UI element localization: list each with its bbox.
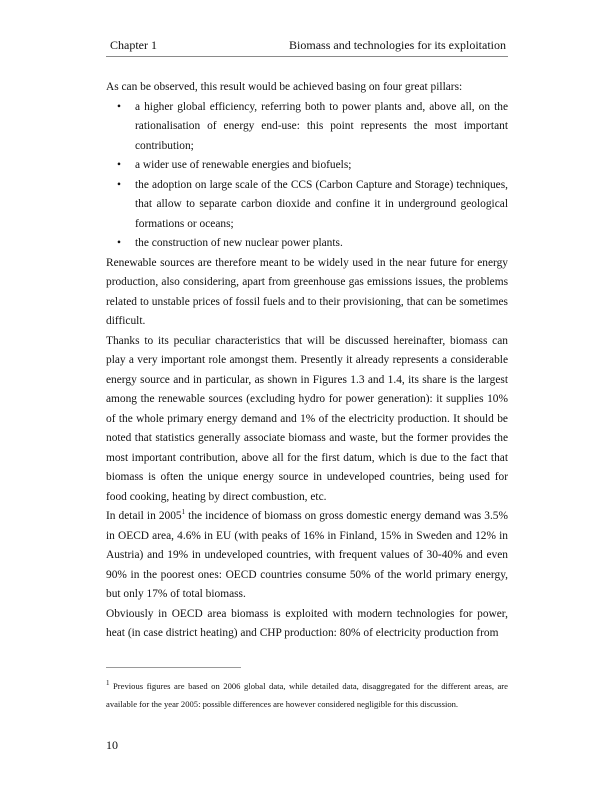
pillars-list [106,98,508,254]
bullet-icon: • [117,237,121,249]
running-header [106,38,508,54]
paragraph-text: the incidence of biomass on gross domestic energy demand was 3.5% in OECD area, 4.6% in EU (with peaks of 16% in Finland, 15% in Sweden and 12% in Austria) and 19% in undeveloped countries, with frequent values of 30-40% and even 90% in the poorest ones: OECD countries consume 50% of the world primary energy, but only 17% of total biomass. [106,510,508,600]
list-item-text: a higher global efficiency, referring both to power plants and, above all, on the rationalisation of energy end-use: this point represents the most important contribution; [135,100,508,152]
paragraph-oecd: Obviously in OECD area biomass is exploited with modern technologies for power, heat (in case district heating) and CHP production: 80% of electricity production from [106,607,508,639]
body-text [106,78,508,644]
list-item-text: a wider use of renewable energies and biofuels; [135,159,352,171]
footnote [106,677,508,713]
list-item [106,156,508,176]
paragraph-detail-2005 [106,507,508,605]
footnote-marker: 1 [106,679,110,688]
footnote-reference[interactable]: 1 [181,508,186,517]
list-item-text: the adoption on large scale of the CCS (Carbon Capture and Storage) techniques, that allow to separate carbon dioxide and confine it in underground geological formations or oceans; [135,178,508,230]
list-item [106,234,508,254]
paragraph-biomass-role: Thanks to its peculiar characteristics that will be discussed hereinafter, biomass can play a very important role amongst them. Presently it already represents a considerable energy source and in particular, as shown in Figures 1.3 and 1.4, its share is the largest among the renewable sources (excluding hydro for power generation): it supplies 10% of the whole primary energy demand and 1% of the electricity production. It should be noted that statistics generally associate biomass and waste, but the former provides the most important contribution, above all for the first datum, which is due to the fact that biomass is often the unique energy source in undeveloped countries, being used for food cooking, heating by direct combustion, etc. [106,334,508,503]
bullet-icon: • [117,100,121,113]
intro-paragraph: As can be observed, this result would be achieved basing on four great pillars: [106,81,463,93]
bullet-icon: • [117,178,121,191]
footnote-text: Previous figures are based on 2006 global data, while detailed data, disaggregated for the different areas, are available for the year 2005: possible differences are however considered negligible for this discussion. [106,681,508,709]
list-item-text: the construction of new nuclear power plants. [135,237,343,249]
paragraph-text: In detail in 2005 [106,510,182,522]
footnote-divider [106,667,241,668]
header-divider [106,56,508,57]
page-number: 10 [106,738,118,752]
chapter-label: Chapter 1 [110,38,157,52]
list-item [106,176,508,235]
list-item [106,98,508,157]
paragraph-renewables: Renewable sources are therefore meant to be widely used in the near future for energy production, also considering, apart from greenhouse gas emissions issues, the problems related to unstable prices of fossil fuels and to their provisioning, that can be sometimes difficult. [106,256,508,327]
bullet-icon: • [117,159,121,171]
chapter-title: Biomass and technologies for its exploitation [289,38,506,52]
